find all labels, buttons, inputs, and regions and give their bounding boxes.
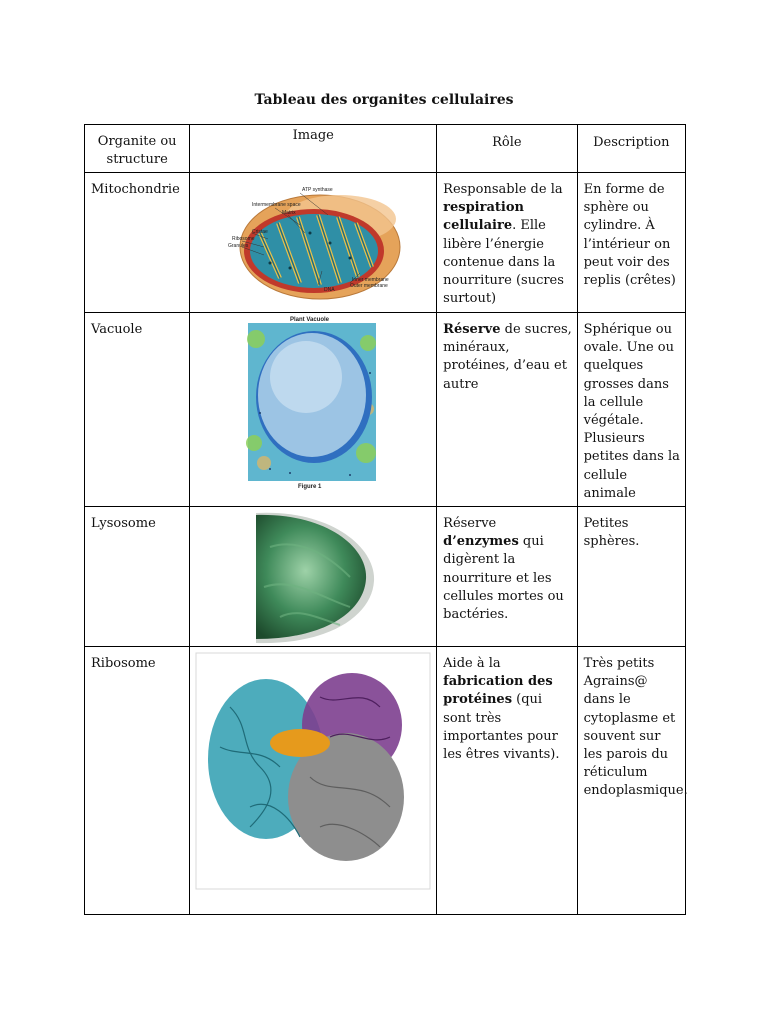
plant-vacuole-icon [190, 313, 436, 507]
label-atp-synthase: ATP synthase [302, 187, 334, 193]
label-outer-membrane: Outer membrane [350, 283, 389, 289]
role-text: qui digèrent la nourriture et les cellules mortes ou bactéries. [443, 534, 564, 623]
table-header-row [85, 125, 686, 173]
role-cell [437, 313, 577, 507]
organelle-name: Mitochondrie [85, 173, 190, 313]
header-organite: Organite ou structure [85, 125, 190, 173]
label-ribosome: Ribosome [232, 236, 255, 242]
label-cristae: Cristae [252, 229, 269, 235]
organelles-table [84, 124, 686, 915]
label-granules: Granules [228, 243, 249, 249]
table-row [85, 173, 686, 313]
role-keyword: Réserve [443, 322, 501, 337]
label-inner-membrane: Inner membrane [352, 277, 390, 283]
role-keyword: fabrication des protéines [443, 674, 553, 708]
description-cell: Très petits Agrains@ dans le cytoplasme et souvent sur les parois du réticulum endoplasmique. [577, 647, 685, 915]
table-row [85, 647, 686, 915]
header-description: Description [577, 125, 685, 173]
label-matrix: Matrix [282, 210, 296, 216]
organelle-image-cell [190, 507, 437, 647]
header-image: Image [190, 125, 437, 173]
description-cell: Petites sphères. [577, 507, 685, 647]
organelle-image-cell [190, 313, 437, 507]
role-cell [437, 507, 577, 647]
organelle-name: Lysosome [85, 507, 190, 647]
organelle-name: Vacuole [85, 313, 190, 507]
label-intermembrane: Intermembrane space [252, 202, 301, 208]
page-title: Tableau des organites cellulaires [254, 92, 514, 108]
organelle-name: Ribosome [85, 647, 190, 915]
vacuole-caption-top: Plant Vacuole [290, 317, 330, 323]
organelle-image-cell [190, 647, 437, 915]
role-text: . Elle libère l’énergie contenue dans la nourriture (sucres surtout) [443, 218, 564, 307]
role-text: (qui sont très importantes pour les êtres vivants). [443, 692, 560, 763]
header-role: Rôle [437, 125, 577, 173]
table-row [85, 313, 686, 507]
role-cell [437, 173, 577, 313]
ribosome-structure-icon [190, 647, 436, 915]
table-row [85, 507, 686, 647]
description-cell: Sphérique ou ovale. Une ou quelques grosses dans la cellule végétale. Plusieurs petites dans la cellule animale [577, 313, 685, 507]
label-dna: DNA [324, 287, 335, 293]
organelle-image-cell [190, 173, 437, 313]
role-text: Responsable de la [443, 182, 563, 197]
description-cell: En forme de sphère ou cylindre. À l’intérieur on peut voir des replis (crêtes) [577, 173, 685, 313]
mitochondria-diagram-icon [190, 173, 436, 313]
role-keyword: respiration cellulaire [443, 200, 524, 234]
role-cell [437, 647, 577, 915]
vacuole-caption-bottom: Figure 1 [298, 484, 322, 490]
role-text: de sucres, minéraux, protéines, d’eau et autre [443, 322, 572, 392]
role-keyword: d’enzymes [443, 534, 519, 550]
role-text: Aide à la [443, 656, 501, 671]
lysosome-icon [190, 507, 436, 647]
role-text: Réserve [443, 516, 497, 531]
